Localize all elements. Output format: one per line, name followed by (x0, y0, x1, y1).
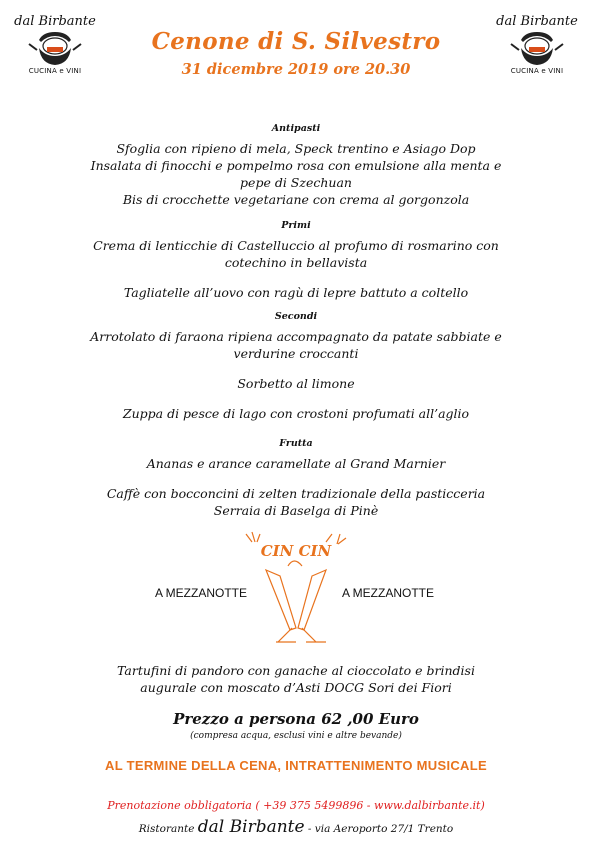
section-secondi (30, 311, 562, 422)
section-frutta (30, 438, 562, 519)
price-note: (compresa acqua, esclusi vini e altre bevande) (190, 731, 402, 741)
course-heading: Antipasti (271, 123, 321, 134)
menu-item: Tagliatelle all’uovo con ragù di lepre battuto a coltello (123, 285, 469, 300)
midnight-label-right: A MEZZANOTTE (342, 586, 435, 600)
menu-item: Sfoglia con ripieno di mela, Speck trentino e Asiago Dop (116, 141, 476, 156)
cin-cin-text: CIN CIN (260, 542, 332, 560)
midnight-label-left: A MEZZANOTTE (155, 586, 248, 600)
menu-item: cotechino in bellavista (224, 255, 368, 270)
menu-item: Caffè con bocconcini di zelten tradizionale della pasticceria (106, 486, 486, 501)
menu-item: Crema di lenticchie di Castelluccio al profumo di rosmarino con (93, 238, 499, 253)
address-suffix: - via Aeroporto 27/1 Trento (307, 823, 454, 835)
menu-item: Insalata di finocchi e pompelmo rosa con emulsione alla menta e (90, 158, 502, 173)
course-heading: Primi (281, 220, 311, 231)
price-per-person: Prezzo a persona 62 ,00 Euro (173, 710, 419, 728)
menu-item: Zuppa di pesce di lago con crostoni profumati all’aglio (122, 406, 470, 421)
menu-item: verdurine croccanti (233, 346, 359, 361)
menu-item: augurale con moscato d’Asti DOCG Sori dei Fiori (140, 680, 452, 695)
logo-subtitle: CUCINA e VINI (510, 67, 564, 75)
section-primi (30, 220, 562, 301)
restaurant-address (0, 817, 592, 837)
menu-item: Serraia di Baselga di Pinè (213, 503, 379, 518)
address-prefix: Ristorante (138, 823, 195, 835)
menu-item: Arrotolato di faraona ripiena accompagnato da patate sabbiate e (90, 329, 502, 344)
page-title: Cenone di S. Silvestro (151, 28, 441, 55)
menu-item: Ananas e arance caramellate al Grand Marnier (146, 456, 446, 471)
booking-info: Prenotazione obbligatoria ( +39 375 5499896 - www.dalbirbante.it) (107, 799, 485, 812)
logo-script-text: dal Birbante (496, 14, 578, 29)
entertainment-notice: AL TERMINE DELLA CENA, INTRATTENIMENTO MUSICALE (105, 758, 487, 773)
menu-item: Tartufini di pandoro con ganache al cioccolato e brindisi (117, 663, 475, 678)
course-heading: Frutta (279, 438, 313, 449)
champagne-glasses-icon (236, 528, 356, 648)
logo-subtitle: CUCINA e VINI (28, 67, 82, 75)
course-heading: Secondi (274, 311, 318, 322)
event-date: 31 dicembre 2019 ore 20.30 (181, 61, 411, 78)
section-antipasti (30, 123, 562, 208)
menu-item: pepe di Szechuan (240, 175, 352, 190)
menu-item: Bis di crocchette vegetariane con crema al gorgonzola (122, 192, 470, 207)
logo-script-text: dal Birbante (14, 14, 96, 29)
section-midnight (30, 662, 562, 696)
restaurant-brand: dal Birbante (197, 817, 305, 837)
menu-item: Sorbetto al limone (237, 376, 355, 391)
